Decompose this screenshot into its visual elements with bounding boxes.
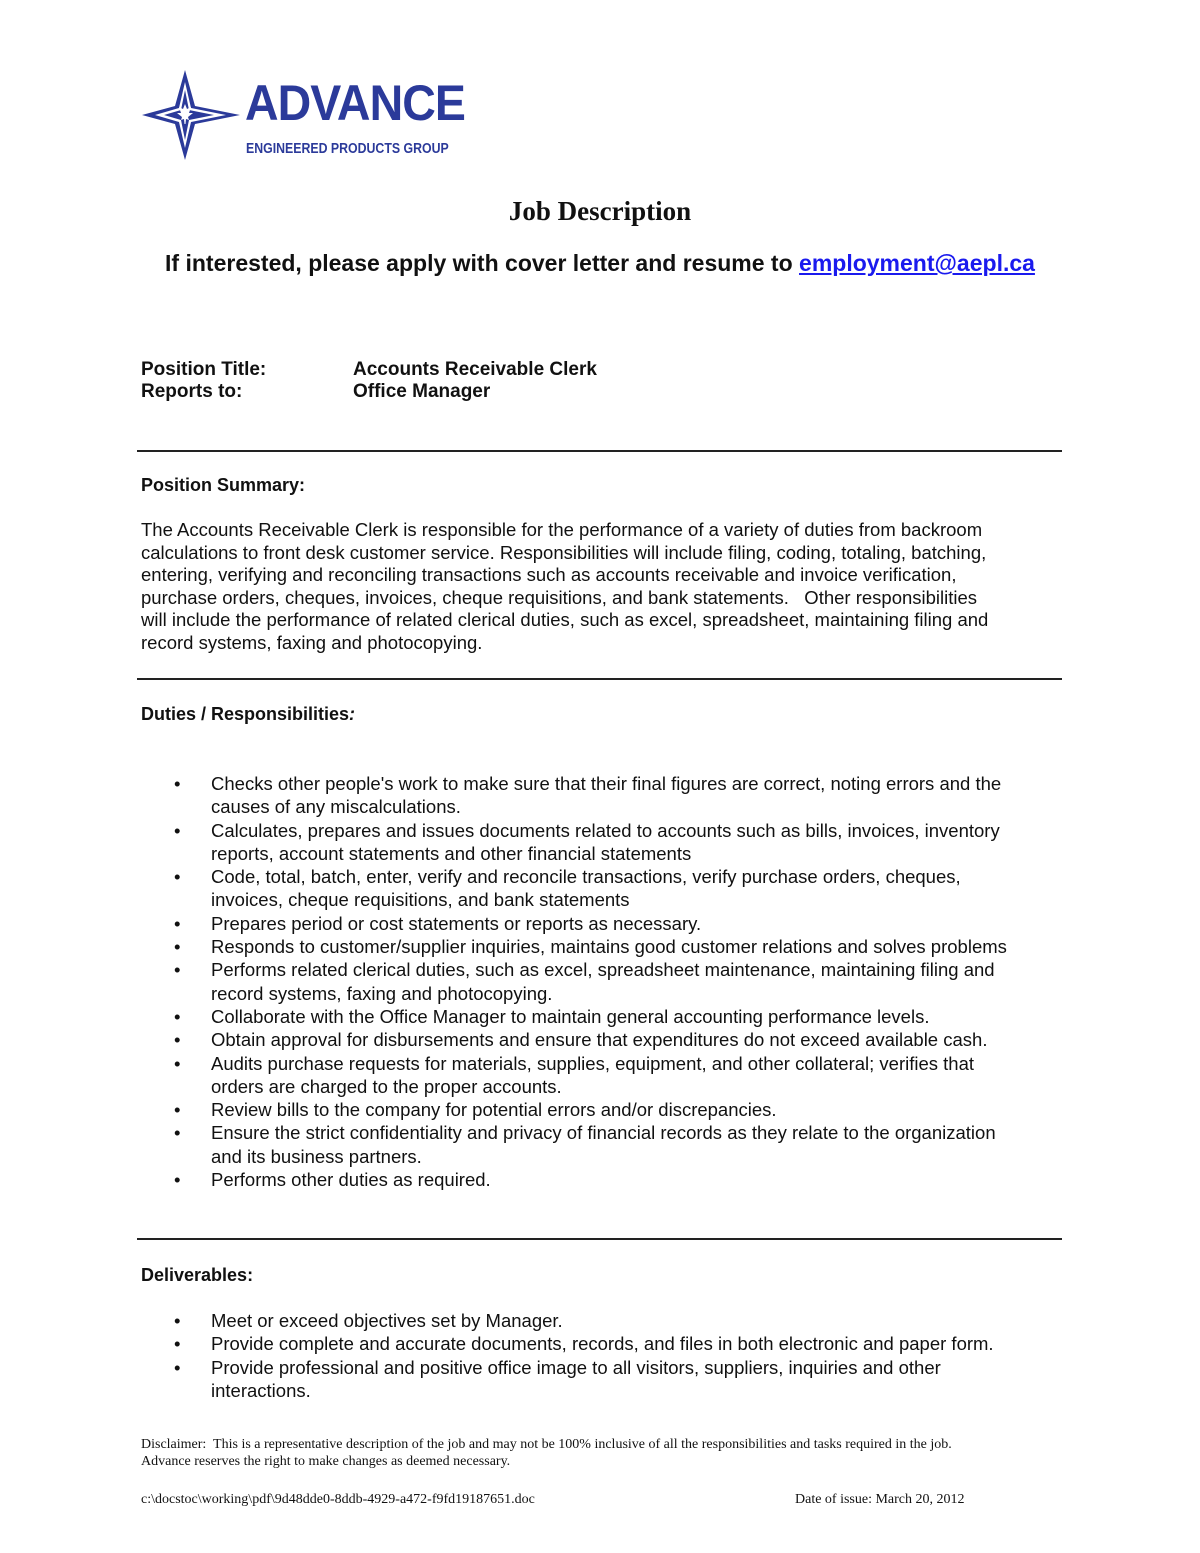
bullet-icon: •	[174, 1333, 181, 1355]
item-line: Checks other people's work to make sure that their final figures are correct, noting errors and the	[211, 773, 1002, 794]
email-link[interactable]: employment@aepl.ca	[799, 250, 1035, 276]
item-line: record systems, faxing and photocopying.	[211, 982, 553, 1004]
list-item	[141, 865, 1071, 912]
apply-text: If interested, please apply with cover letter and resume to	[165, 250, 800, 276]
list-item	[141, 1028, 1071, 1051]
reports-to-label: Reports to:	[141, 381, 243, 402]
list-item	[141, 1309, 1071, 1332]
item-line: Collaborate with the Office Manager to maintain general accounting performance levels.	[211, 1005, 930, 1027]
list-item	[141, 1098, 1071, 1121]
bullet-icon: •	[174, 936, 181, 958]
item-line: invoices, cheque requisitions, and bank statements	[211, 889, 630, 911]
list-item	[141, 1332, 1071, 1355]
item-line: causes of any miscalculations.	[211, 796, 461, 818]
divider	[137, 450, 1062, 452]
footer-date: Date of issue: March 20, 2012	[795, 1492, 965, 1507]
position-title-value: Accounts Receivable Clerk	[353, 359, 597, 380]
page-title: Job Description	[508, 196, 692, 226]
reports-to-value: Office Manager	[353, 381, 491, 402]
bullet-icon: •	[174, 819, 181, 841]
list-item	[141, 772, 1071, 819]
summary-line: purchase orders, cheques, invoices, cheque requisitions, and bank statements. Other responsibilities	[141, 586, 978, 608]
apply-instruction	[0, 250, 1200, 277]
item-line: Provide complete and accurate documents, records, and files in both electronic and paper form.	[211, 1333, 994, 1355]
bullet-icon: •	[174, 1122, 181, 1144]
item-line: Review bills to the company for potential errors and/or discrepancies.	[211, 1099, 777, 1121]
compass-maple-leaf-icon	[140, 68, 250, 163]
bullet-icon: •	[174, 1356, 181, 1378]
duties-list	[141, 772, 1071, 1191]
list-item	[141, 1005, 1071, 1028]
divider	[137, 678, 1062, 680]
list-item	[141, 1168, 1071, 1191]
logo-subtitle: ENGINEERED PRODUCTS GROUP	[246, 141, 449, 157]
item-line: Responds to customer/supplier inquiries, maintains good customer relations and solves problems	[211, 936, 1007, 958]
summary-line: record systems, faxing and photocopying.	[141, 631, 483, 653]
item-line: Ensure the strict confidentiality and privacy of financial records as they relate to the organization	[211, 1122, 996, 1144]
footer-file-path: c:\docstoc\working\pdf\9d48dde0-8ddb-4929-a472-f9fd19187651.doc	[141, 1492, 535, 1507]
bullet-icon: •	[174, 1005, 181, 1027]
disclaimer	[141, 1436, 1071, 1470]
list-item	[141, 819, 1071, 866]
deliverables-list	[141, 1309, 1071, 1402]
disclaimer-line: Advance reserves the right to make changes as deemed necessary.	[141, 1454, 511, 1469]
divider	[137, 1238, 1062, 1240]
item-line: Performs other duties as required.	[211, 1169, 491, 1191]
bullet-icon: •	[174, 1169, 181, 1191]
duties-heading-colon: :	[349, 704, 356, 724]
bullet-icon: •	[174, 1052, 181, 1074]
deliverables-heading: Deliverables:	[141, 1265, 254, 1285]
summary-line: entering, verifying and reconciling transactions such as accounts receivable and invoice verification,	[141, 564, 957, 586]
summary-line: The Accounts Receivable Clerk is responsible for the performance of a variety of duties from backroom	[141, 519, 983, 540]
item-line: reports, account statements and other financial statements	[211, 842, 692, 864]
position-summary-heading: Position Summary:	[141, 475, 306, 495]
item-line: Prepares period or cost statements or reports as necessary.	[211, 912, 702, 934]
item-line: and its business partners.	[211, 1145, 422, 1167]
list-item	[141, 1121, 1071, 1168]
bullet-icon: •	[174, 773, 181, 794]
list-item	[141, 958, 1071, 1005]
item-line: Audits purchase requests for materials, supplies, equipment, and other collateral; verifies that	[211, 1052, 975, 1074]
item-line: Meet or exceed objectives set by Manager.	[211, 1310, 563, 1331]
list-item	[141, 1052, 1071, 1099]
summary-line: will include the performance of related clerical duties, such as excel, spreadsheet, maintaining filing and	[141, 609, 989, 631]
duties-heading	[141, 704, 355, 725]
item-line: Obtain approval for disbursements and ensure that expenditures do not exceed available cash.	[211, 1029, 988, 1051]
bullet-icon: •	[174, 866, 181, 888]
bullet-icon: •	[174, 959, 181, 981]
item-line: orders are charged to the proper accounts.	[211, 1075, 562, 1097]
duties-heading-text: Duties / Responsibilities	[141, 704, 350, 724]
item-line: Provide professional and positive office image to all visitors, suppliers, inquiries and other	[211, 1356, 941, 1378]
disclaimer-line: Disclaimer: This is a representative description of the job and may not be 100% inclusive of all the responsibilities and tasks required in the job.	[141, 1437, 952, 1452]
item-line: Performs related clerical duties, such as excel, spreadsheet maintenance, maintaining filing and	[211, 959, 995, 981]
list-item	[141, 935, 1071, 958]
position-title-label: Position Title:	[141, 359, 267, 380]
list-item	[141, 1356, 1071, 1403]
list-item	[141, 912, 1071, 935]
bullet-icon: •	[174, 1029, 181, 1051]
summary-line: calculations to front desk customer service. Responsibilities will include filing, coding, totaling, batching,	[141, 541, 987, 563]
bullet-icon: •	[174, 912, 181, 934]
logo-wordmark: ADVANCE	[245, 75, 465, 131]
item-line: Code, total, batch, enter, verify and reconcile transactions, verify purchase orders, cheques,	[211, 866, 961, 888]
bullet-icon: •	[174, 1099, 181, 1121]
item-line: Calculates, prepares and issues documents related to accounts such as bills, invoices, inventory	[211, 819, 1000, 841]
position-summary-text	[141, 519, 1061, 655]
bullet-icon: •	[174, 1310, 181, 1331]
item-line: interactions.	[211, 1379, 311, 1401]
